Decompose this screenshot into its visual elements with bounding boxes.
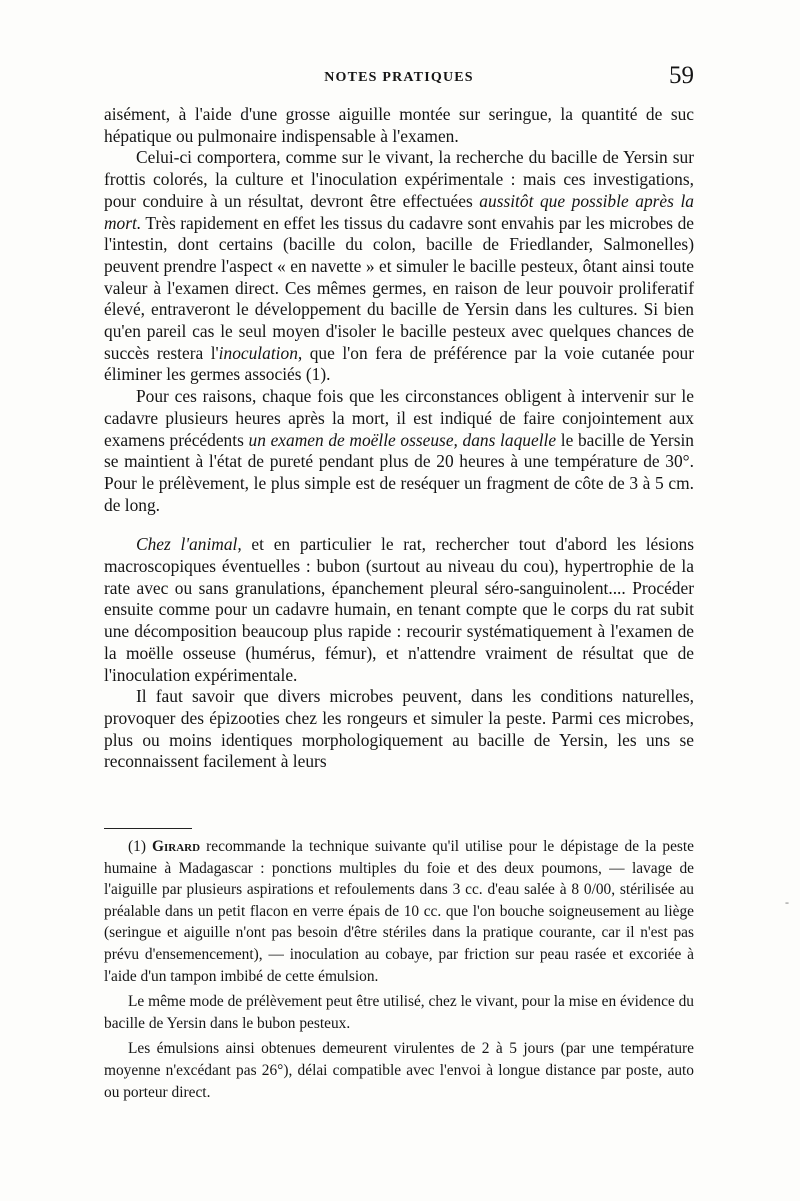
footnote-1-text: recommande la technique suivante qu'il utilise pour le dépistage de la peste humaine à Madagascar : ponctions multiples du foie et des deux poumons, — lavage de l'aiguille par plusieurs aspirations et refoulements dans 3 cc. d'eau salée à 8 0/00, stérilisée au préalable dans un petit flacon en verre épais de 10 cc. que l'on bouche soigneusement au liège (seringue et aiguille n'ont pas besoin d'être stériles dans la pratique courante, car il n'est pas prévu d'ensemencement), — inoculation au cobaye, par friction sur peau rasée et excoriée à l'aide d'un tampon imbibé de cette émulsion. [104,838,694,985]
paragraph-2 [104,147,694,386]
paragraph-4-text-b: et en particulier le rat, rechercher tout d'abord les lésions macroscopiques éventuelles : bubon (surtout au niveau du cou), hypertrophie de la rate avec ou sans granulations, épanchement pleural séro-sanguinolent.... Procéder ensuite comme pour un cadavre humain, en tenant compte que le corps du rat subit une décomposition beaucoup plus rapide : recourir systématiquement à l'examen de la moëlle osseuse (humérus, fémur), et n'attendre vraiment de résultat que de l'inoculation expérimentale. [104,534,694,685]
footnote-3: Les émulsions ainsi obtenues demeurent virulentes de 2 à 5 jours (par une température moyenne n'excédant pas 26°), délai compatible avec l'envoi à longue distance par poste, auto ou porteur direct. [104,1040,694,1101]
paragraph-2-text-c: Très rapidement en effet les tissus du cadavre sont envahis par les microbes de l'intestin, dont certains (bacille du colon, bacille de Friedlander, Salmonelles) peuvent prendre l'aspect « en navette » et simuler le bacille pesteux, ôtant ainsi toute valeur à l'examen direct. Ces mêmes germes, en raison de leur pouvoir proliferatif élevé, entraveront le développement du bacille de Yersin dans les cultures. Si bien qu'en pareil cas le seul moyen d'isoler le bacille pesteux avec quelques chances de succès restera l' [104,212,694,363]
footnote-rule [104,828,192,829]
page-header [104,62,694,102]
paragraph-2-text-a: Celui-ci comportera, comme sur le vivant, la recherche du bacille de Yersin sur frottis colorés, la culture et l'inoculation expérimentale : mais ces investigations, pour conduire à un résultat, devront être effectuées [104,147,694,211]
paragraph-4 [104,534,694,686]
paragraph-1: aisément, à l'aide d'une grosse aiguille montée sur seringue, la quantité de suc hépatique ou pulmonaire indispensable à l'examen. [104,104,694,146]
paragraph-2-emphasis-inoculation: inoculation, [218,342,303,363]
footnotes [104,836,694,1107]
paragraph-3-text-c: le bacille de Yersin se maintient à l'état de pureté pendant plus de 20 heures à une température de 30°. Pour le prélèvement, le plus simple est de reséquer un fragment de côte de 3 à 5 cm. de long. [104,429,694,515]
footnote-1-author: Girard [152,838,201,855]
footnote-1-marker: (1) [128,838,153,855]
margin-dash-mark: - [785,895,789,909]
paragraph-4-emphasis-animal: Chez l'animal, [136,534,242,555]
footnote-2: Le même mode de prélèvement peut être utilisé, chez le vivant, pour la mise en évidence du bacille de Yersin dans le bubon pesteux. [104,993,694,1032]
running-title: NOTES PRATIQUES [324,70,474,85]
body-text [104,104,694,773]
footnote-1 [104,836,694,987]
paragraph-2-text-e: que l'on fera de préférence par la voie cutanée pour éliminer les germes associés (1). [104,342,695,385]
paragraph-2-emphasis-mort: aussitôt que possible après la mort. [104,190,694,233]
paragraph-3 [104,386,694,516]
paragraph-5: Il faut savoir que divers microbes peuvent, dans les conditions naturelles, provoquer des épizooties chez les rongeurs et simuler la peste. Parmi ces microbes, plus ou moins identiques morphologiquement au bacille de Yersin, les uns se reconnaissent facilement à leurs [104,686,694,772]
paragraph-3-emphasis-moelle: un examen de moëlle osseuse, dans laquelle [248,429,557,450]
paragraph-3-text-a: Pour ces raisons, chaque fois que les circonstances obligent à intervenir sur le cadavre plusieurs heures après la mort, il est indiqué de faire conjointement aux examens précédents [104,386,694,450]
page-number: 59 [669,62,694,89]
